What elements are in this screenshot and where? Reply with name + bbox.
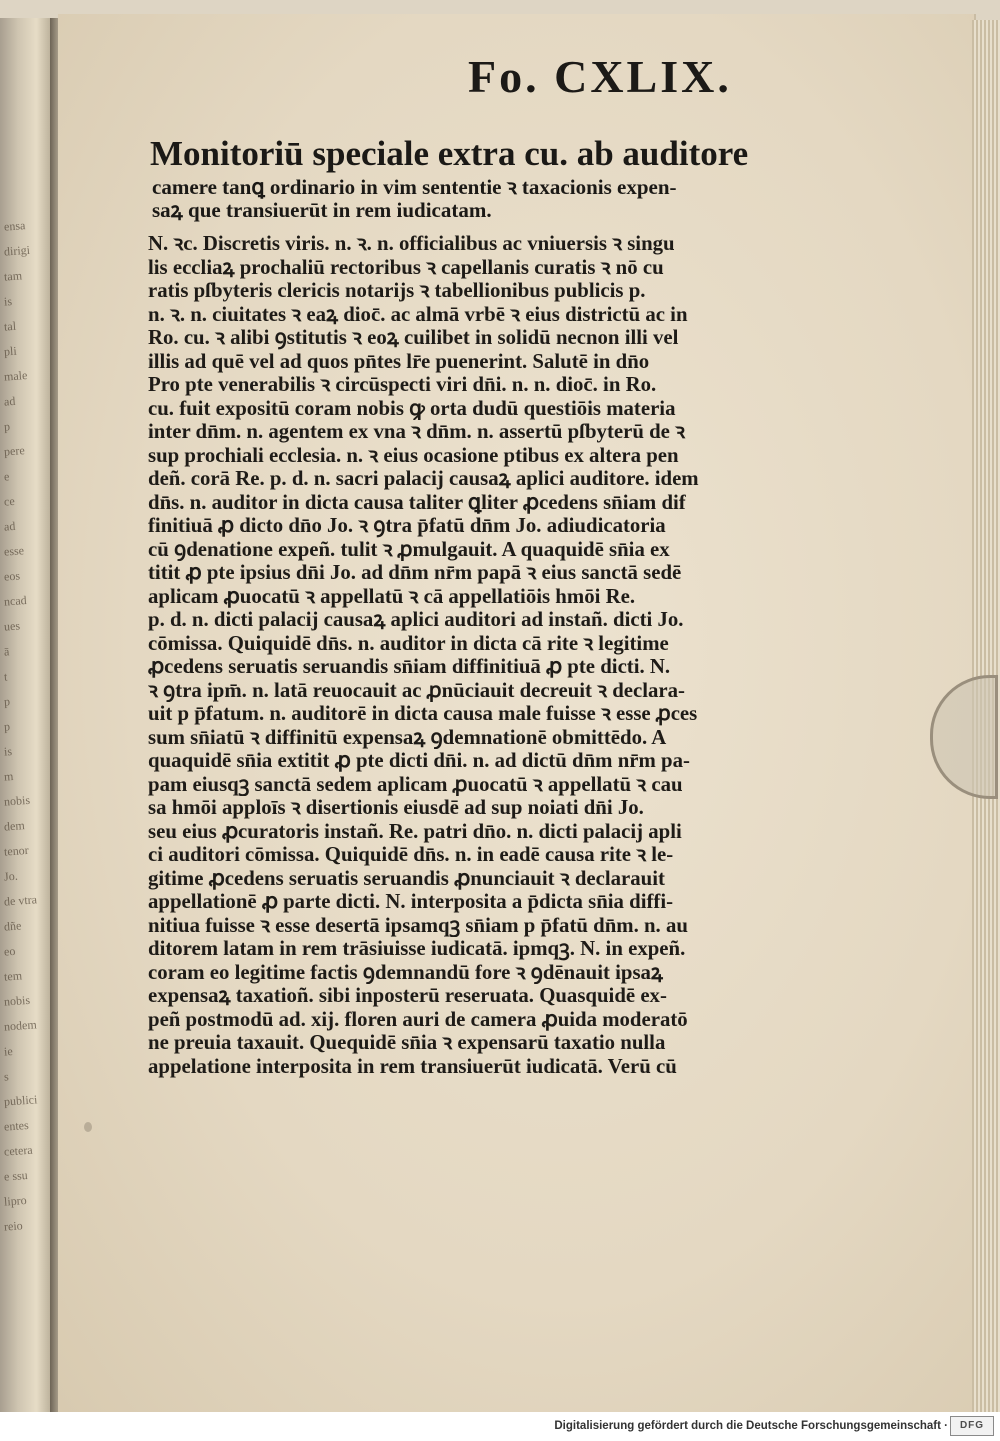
fragment-line: eos [3, 568, 21, 584]
text-line: seu eius ꝓcuratoris instañ. Re. patri dn̄o. n. dicti palacij apli [148, 819, 682, 843]
fragment-line: dñe [3, 918, 22, 934]
text-line: uit p p̄fatum. n. auditorē in dicta causa male fuisse ꝛ esse ꝓces [148, 702, 698, 725]
fragment-line: pere [3, 443, 26, 459]
fragment-line: Jo. [3, 868, 19, 884]
fragment-line: lipro [3, 1193, 28, 1209]
text-line: sa hmōi apploīs ꝛ disertionis eiusdē ad sup noiati dn̄i Jo. [148, 796, 644, 819]
text-line: inter dn̄m. n. agentem ex vna ꝛ dn̄m. n. assertū pſbyterū de ꝛ [148, 420, 685, 443]
text-line: ditorem latam in rem trāsiuisse iudicatā. ipmqꝫ. N. in expeñ. [148, 937, 686, 960]
fragment-line: tal [3, 318, 17, 334]
heading-line: saꝝ que transiuerūt in rem iudicatam. [152, 198, 492, 222]
fragment-line: ues [3, 618, 21, 634]
fragment-line: is [3, 744, 13, 759]
previous-page-edge [0, 18, 52, 1412]
text-line: dn̄s. n. auditor in dicta causa taliter ꝗliter ꝓcedens sn̄iam dif [148, 490, 686, 514]
fragment-line: e [3, 469, 10, 484]
text-line: p. d. n. dicti palacij causaꝝ aplici auditori ad instañ. dicti Jo. [148, 608, 684, 631]
fragment-line: dirigi [3, 242, 31, 259]
fragment-line: esse [3, 543, 25, 559]
fragment-line: eo [3, 943, 16, 959]
fragment-line: ie [3, 1044, 14, 1059]
text-line: ꝛ ꝯtra ipm̄. n. latā reuocauit ac ꝓnūciauit decreuit ꝛ declara- [148, 678, 685, 702]
text-line: coram eo legitime factis ꝯdemnandū fore ꝛ ꝯdēnauit ipsaꝝ [148, 960, 663, 984]
paper-stain [84, 1122, 92, 1132]
text-line: n. ꝛ. n. ciuitates ꝛ eaꝝ dioc̄. ac almā vrbē ꝛ eius districtū ac in [148, 302, 688, 326]
text-line: expensaꝝ taxatioñ. sibi inposterū reseruata. Quasquidē ex- [148, 984, 667, 1007]
body-text [148, 232, 744, 1078]
heading-block [150, 132, 760, 222]
text-line: nitiua fuisse ꝛ esse desertā ipsamqꝫ sn̄iam p p̄fatū dn̄m. n. au [148, 913, 688, 937]
previous-page-text-fragments [4, 213, 50, 1238]
text-line: sum sn̄iatū ꝛ diffinitū expensaꝝ ꝯdemnationē obmittēdo. A [148, 725, 667, 749]
text-line: N. ꝛc. Discretis viris. n. ꝛ. n. officialibus ac vniuersis ꝛ singu [148, 232, 675, 255]
text-line: titit ꝓ pte ipsius dn̄i Jo. ad dn̄m nr̄m papā ꝛ eius sanctā sedē [148, 561, 682, 584]
fragment-line: nobis [3, 992, 31, 1009]
fragment-line: ensa [3, 218, 26, 234]
text-line: quaquidē sn̄ia extitit ꝓ pte dicti dn̄i. n. ad dictū dn̄m nr̄m pa- [148, 749, 690, 772]
fragment-line: is [3, 294, 13, 309]
text-line: pam eiusqꝫ sanctā sedem aplicam ꝓuocatū ꝛ appellatū ꝛ cau [148, 772, 683, 796]
text-line: gitime ꝓcedens seruatis seruandis ꝓnunciauit ꝛ declarauit [148, 866, 665, 890]
text-line: illis ad quē vel ad quos pn̄tes lr̄e puenerint. Salutē in dn̄o [148, 349, 650, 373]
text-line: cōmissa. Quiquidē dn̄s. n. auditor in dicta cā rite ꝛ legitime [148, 631, 669, 655]
footer-bar [0, 1412, 1000, 1441]
text-line: appelatione interposita in rem transiuerūt iudicatā. Verū cū [148, 1054, 677, 1078]
fragment-line: nobis [3, 792, 31, 809]
text-line: Ro. cu. ꝛ alibi ꝯstitutis ꝛ eoꝝ cuilibet in solidū necnon illi vel [148, 326, 679, 349]
fragment-line: e ssu [3, 1167, 29, 1184]
folio-number: Fo. CXLIX. [468, 51, 732, 102]
fragment-line: dem [3, 818, 26, 834]
fragment-line: publici [3, 1092, 38, 1109]
fragment-line: nodem [3, 1017, 38, 1034]
text-line: lis eccliaꝝ prochaliū rectoribus ꝛ capellanis curatis ꝛ nō cu [148, 255, 664, 279]
fragment-line: p [3, 694, 11, 709]
text-line: ratis pſbyteris clericis notarijs ꝛ tabellionibus publicis p. [148, 279, 646, 302]
fragment-line: s [3, 1069, 10, 1084]
fragment-line: entes [3, 1117, 30, 1134]
text-line: appellationē ꝓ parte dicti. N. interposita a p̄dicta sn̄ia diffi- [148, 890, 674, 913]
funding-credit: Digitalisierung gefördert durch die Deutsche Forschungsgemeinschaft · [554, 1420, 948, 1432]
fragment-line: ad [3, 393, 16, 409]
fragment-line: reio [3, 1218, 24, 1234]
fragment-line: pli [3, 343, 18, 359]
text-line: sup prochiali ecclesia. n. ꝛ eius ocasione ptibus ex altera pen [148, 443, 679, 467]
fragment-line: ce [3, 493, 16, 509]
fragment-line: p [3, 719, 11, 734]
text-line: aplicam ꝓuocatū ꝛ appellatū ꝛ cā appellatiōis hmōi Re. [148, 584, 636, 608]
text-line: finitiuā ꝓ dicto dn̄o Jo. ꝛ ꝯtra p̄fatū dn̄m Jo. adiudicatoria [148, 514, 666, 537]
heading-first-line: Monitoriū speciale extra cu. ab auditore [150, 134, 749, 173]
fragment-line: male [3, 367, 28, 384]
text-line: Pro pte venerabilis ꝛ circūspecti viri dn̄i. n. n. dioc̄. in Ro. [148, 373, 657, 396]
heading-line: camere tanꝗ ordinario in vim sententie ꝛ taxacionis expen- [152, 175, 677, 199]
fragment-line: ncad [3, 593, 28, 609]
fragment-line: tenor [3, 842, 30, 859]
text-line: ne preuia taxauit. Quequidē sn̄ia ꝛ expensarū taxatio nulla [148, 1031, 666, 1054]
text-line: ci auditori cōmissa. Quiquidē dn̄s. n. in eadē causa rite ꝛ le- [148, 843, 674, 866]
fragment-line: cetera [3, 1142, 34, 1159]
fragment-line: t [3, 669, 8, 684]
dfg-logo: DFG [950, 1416, 994, 1436]
text-line: deñ. corā Re. p. d. n. sacri palacij causaꝝ aplici auditore. idem [148, 467, 699, 490]
fragment-line: ā [3, 644, 10, 659]
fragment-line: m [3, 768, 14, 784]
fragment-line: tem [3, 968, 23, 984]
fragment-line: p [3, 419, 11, 434]
fragment-line: de vtra [3, 892, 38, 909]
text-line: ꝓcedens seruatis seruandis sn̄iam diffinitiuā ꝓ pte dicti. N. [148, 655, 671, 678]
text-line: peñ postmodū ad. xij. floren auri de camera ꝓuida moderatō [148, 1007, 688, 1031]
fragment-line: ad [3, 518, 16, 534]
fragment-line: tam [3, 268, 23, 284]
text-line: cū ꝯdenatione expeñ. tulit ꝛ ꝓmulgauit. A quaquidē sn̄ia ex [148, 537, 670, 561]
text-line: cu. fuit expositū coram nobis ꝙ orta dudū questiōis materia [148, 396, 676, 420]
